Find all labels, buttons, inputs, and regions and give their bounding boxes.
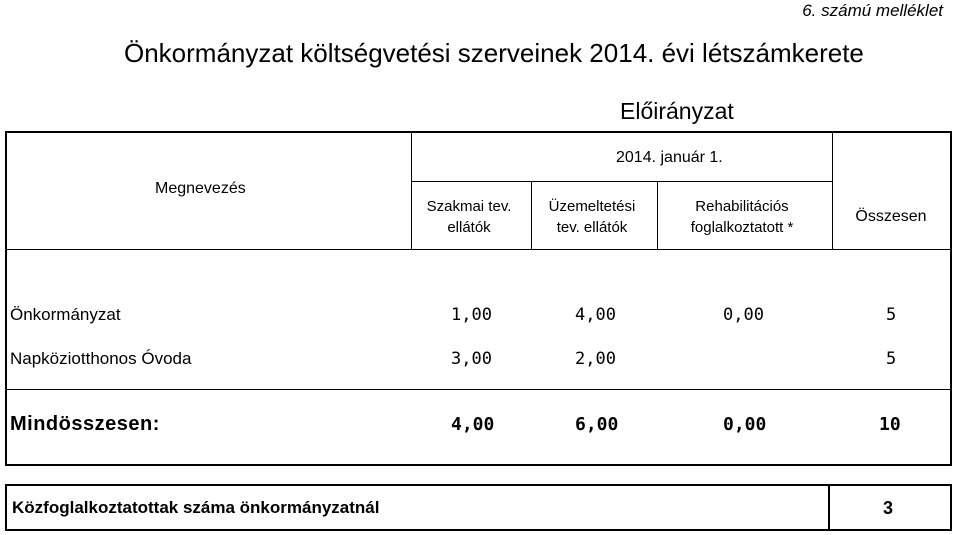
cell-total: 5 [886,349,897,369]
date-header: 2014. január 1. [616,149,723,166]
row-name: Napköziotthonos Óvoda [10,349,192,368]
cell-total: 5 [886,305,897,325]
public-workers-value: 3 [883,498,894,518]
divider [411,181,832,182]
total-value: 6,00 [575,414,619,435]
divider [7,389,950,390]
cell-value: 4,00 [575,305,616,325]
cell-value: 3,00 [451,349,492,369]
totals-label: Mindösszesen: [10,413,160,435]
divider [411,133,412,250]
cell-value: 1,00 [451,305,492,325]
column-header: Szakmai tev. ellátók [426,198,512,236]
total-value: 4,00 [451,414,495,435]
grand-total: 10 [879,414,901,435]
divider [832,133,833,250]
public-workers-label: Közfoglalkoztatottak száma önkormányzatnál [12,498,380,517]
divider [7,249,950,250]
column-header: Üzemeltetési tev. ellátók [548,198,636,236]
total-value: 0,00 [723,414,767,435]
page-title: Önkormányzat költségvetési szerveinek 2014. évi létszámkerete [124,38,864,68]
divider [657,182,658,250]
group-header: Előirányzat [620,98,734,124]
cell-value: 2,00 [575,349,616,369]
column-header: Rehabilitációs foglalkoztatott * [690,198,794,236]
name-header: Megnevezés [155,180,246,197]
row-name: Önkormányzat [10,305,121,324]
annex-label: 6. számú melléklet [802,1,943,20]
column-header: Összesen [855,208,927,225]
cell-value: 0,00 [723,305,764,325]
divider [828,486,830,529]
